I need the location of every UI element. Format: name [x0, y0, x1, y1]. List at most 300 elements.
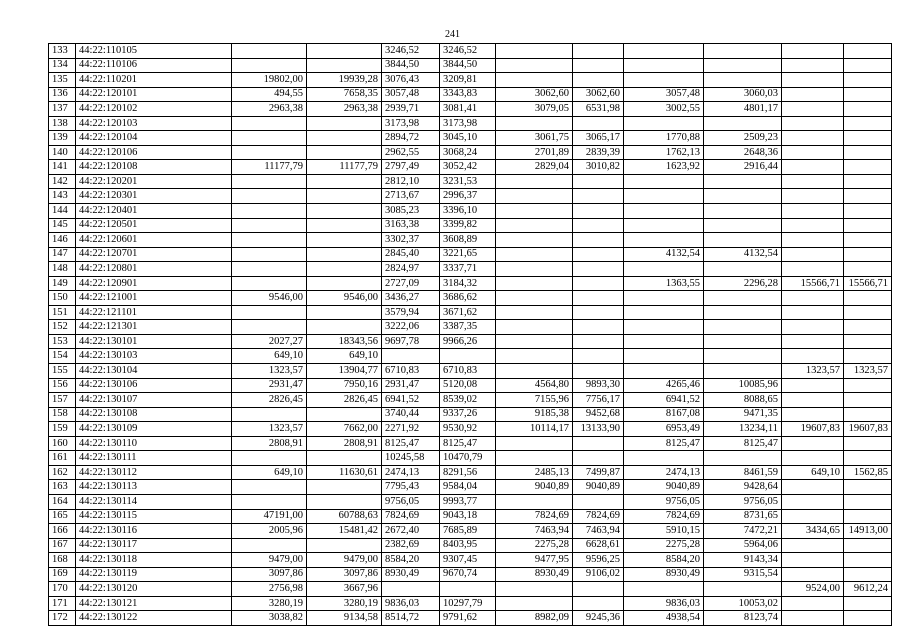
cadastral-number-cell: 44:22:120901 — [76, 276, 232, 291]
value-col-3-cell — [232, 116, 307, 131]
value-col-10-cell — [704, 320, 782, 335]
value-col-3-cell — [232, 538, 307, 553]
value-col-6-cell: 6710,83 — [440, 364, 496, 379]
cadastral-number-cell: 44:22:130118 — [76, 553, 232, 568]
value-col-3-cell: 19802,00 — [232, 73, 307, 88]
value-col-12-cell: 9612,24 — [844, 582, 892, 597]
value-col-3-cell — [232, 480, 307, 495]
value-col-4-cell — [307, 44, 382, 59]
row-number-cell: 161 — [49, 451, 76, 466]
table-row — [49, 116, 892, 131]
value-col-5-cell: 2271,92 — [382, 422, 440, 437]
row-number-cell: 167 — [49, 538, 76, 553]
table-row — [49, 334, 892, 349]
cadastral-number-cell: 44:22:120108 — [76, 160, 232, 175]
cadastral-number-cell: 44:22:120103 — [76, 116, 232, 131]
table-row — [49, 567, 892, 582]
value-col-10-cell — [704, 349, 782, 364]
value-col-7-cell — [496, 116, 573, 131]
value-col-6-cell: 3671,62 — [440, 305, 496, 320]
value-col-6-cell: 9043,18 — [440, 509, 496, 524]
value-col-12-cell — [844, 87, 892, 102]
row-number-cell: 149 — [49, 276, 76, 291]
value-col-10-cell — [704, 262, 782, 277]
row-number-cell: 140 — [49, 145, 76, 160]
value-col-4-cell — [307, 305, 382, 320]
value-col-7-cell: 9477,95 — [496, 553, 573, 568]
value-col-9-cell — [624, 582, 704, 597]
table-row — [49, 189, 892, 204]
value-col-9-cell — [624, 116, 704, 131]
value-col-11-cell: 1323,57 — [782, 364, 844, 379]
value-col-10-cell: 9471,35 — [704, 407, 782, 422]
value-col-11-cell: 649,10 — [782, 465, 844, 480]
value-col-5-cell: 3740,44 — [382, 407, 440, 422]
value-col-6-cell: 3081,41 — [440, 102, 496, 117]
value-col-3-cell — [232, 174, 307, 189]
value-col-3-cell — [232, 494, 307, 509]
value-col-4-cell: 7950,16 — [307, 378, 382, 393]
value-col-8-cell: 3010,82 — [573, 160, 624, 175]
value-col-10-cell: 2916,44 — [704, 160, 782, 175]
value-col-7-cell — [496, 73, 573, 88]
value-col-3-cell — [232, 247, 307, 262]
value-col-10-cell — [704, 291, 782, 306]
cadastral-number-cell: 44:22:130103 — [76, 349, 232, 364]
value-col-5-cell: 8125,47 — [382, 436, 440, 451]
value-col-9-cell: 7824,69 — [624, 509, 704, 524]
value-col-12-cell — [844, 334, 892, 349]
value-col-4-cell — [307, 276, 382, 291]
table-row — [49, 174, 892, 189]
value-col-4-cell — [307, 204, 382, 219]
value-col-8-cell: 9245,36 — [573, 611, 624, 626]
table-row — [49, 611, 892, 626]
value-col-11-cell — [782, 262, 844, 277]
value-col-11-cell — [782, 131, 844, 146]
value-col-3-cell — [232, 189, 307, 204]
value-col-10-cell: 8461,59 — [704, 465, 782, 480]
row-number-cell: 162 — [49, 465, 76, 480]
value-col-11-cell: 3434,65 — [782, 524, 844, 539]
value-col-10-cell — [704, 305, 782, 320]
value-col-4-cell: 18343,56 — [307, 334, 382, 349]
value-col-9-cell: 6953,49 — [624, 422, 704, 437]
value-col-4-cell: 9479,00 — [307, 553, 382, 568]
value-col-3-cell — [232, 204, 307, 219]
value-col-8-cell — [573, 218, 624, 233]
value-col-9-cell — [624, 204, 704, 219]
value-col-6-cell: 9337,26 — [440, 407, 496, 422]
value-col-9-cell: 1623,92 — [624, 160, 704, 175]
value-col-5-cell: 2797,49 — [382, 160, 440, 175]
cadastral-number-cell: 44:22:120501 — [76, 218, 232, 233]
value-col-10-cell: 5964,06 — [704, 538, 782, 553]
value-col-8-cell — [573, 451, 624, 466]
cadastral-number-cell: 44:22:130109 — [76, 422, 232, 437]
page-number: 241 — [445, 29, 460, 40]
value-col-4-cell — [307, 131, 382, 146]
value-col-8-cell — [573, 174, 624, 189]
value-col-5-cell: 7795,43 — [382, 480, 440, 495]
value-col-8-cell: 7824,69 — [573, 509, 624, 524]
cadastral-number-cell: 44:22:130110 — [76, 436, 232, 451]
value-col-5-cell: 2812,10 — [382, 174, 440, 189]
value-col-10-cell: 4132,54 — [704, 247, 782, 262]
value-col-7-cell: 9185,38 — [496, 407, 573, 422]
value-col-5-cell: 6941,52 — [382, 393, 440, 408]
value-col-3-cell — [232, 451, 307, 466]
value-col-8-cell: 7756,17 — [573, 393, 624, 408]
value-col-4-cell — [307, 174, 382, 189]
value-col-6-cell: 9670,74 — [440, 567, 496, 582]
value-col-3-cell: 2808,91 — [232, 436, 307, 451]
value-col-7-cell: 8982,09 — [496, 611, 573, 626]
cadastral-number-cell: 44:22:120104 — [76, 131, 232, 146]
value-col-11-cell: 15566,71 — [782, 276, 844, 291]
table-row — [49, 364, 892, 379]
value-col-3-cell — [232, 44, 307, 59]
value-col-10-cell: 8125,47 — [704, 436, 782, 451]
cadastral-number-cell: 44:22:130112 — [76, 465, 232, 480]
row-number-cell: 143 — [49, 189, 76, 204]
value-col-12-cell: 19607,83 — [844, 422, 892, 437]
value-col-7-cell: 4564,80 — [496, 378, 573, 393]
value-col-9-cell: 9836,03 — [624, 596, 704, 611]
value-col-11-cell — [782, 233, 844, 248]
value-col-12-cell — [844, 218, 892, 233]
value-col-6-cell: 10470,79 — [440, 451, 496, 466]
value-col-6-cell: 3231,53 — [440, 174, 496, 189]
value-col-4-cell: 9546,00 — [307, 291, 382, 306]
cadastral-number-cell: 44:22:120106 — [76, 145, 232, 160]
value-col-12-cell — [844, 393, 892, 408]
value-col-4-cell — [307, 407, 382, 422]
table-row — [49, 436, 892, 451]
table-row — [49, 131, 892, 146]
value-col-8-cell: 7499,87 — [573, 465, 624, 480]
table-row — [49, 480, 892, 495]
table-row — [49, 291, 892, 306]
value-col-10-cell: 13234,11 — [704, 422, 782, 437]
value-col-6-cell: 3068,24 — [440, 145, 496, 160]
value-col-3-cell: 2826,45 — [232, 393, 307, 408]
value-col-4-cell: 2808,91 — [307, 436, 382, 451]
value-col-7-cell — [496, 349, 573, 364]
cadastral-value-table — [48, 43, 892, 626]
value-col-12-cell — [844, 567, 892, 582]
value-col-12-cell — [844, 291, 892, 306]
cadastral-number-cell: 44:22:121001 — [76, 291, 232, 306]
cadastral-number-cell: 44:22:121101 — [76, 305, 232, 320]
value-col-11-cell — [782, 538, 844, 553]
value-col-11-cell — [782, 407, 844, 422]
value-col-3-cell — [232, 58, 307, 73]
value-col-4-cell — [307, 494, 382, 509]
value-col-5-cell: 2824,97 — [382, 262, 440, 277]
value-col-8-cell — [573, 58, 624, 73]
cadastral-number-cell: 44:22:120301 — [76, 189, 232, 204]
value-col-12-cell — [844, 596, 892, 611]
value-col-8-cell — [573, 247, 624, 262]
value-col-7-cell: 2275,28 — [496, 538, 573, 553]
value-col-4-cell: 2963,38 — [307, 102, 382, 117]
value-col-9-cell: 2474,13 — [624, 465, 704, 480]
value-col-12-cell — [844, 102, 892, 117]
value-col-12-cell — [844, 160, 892, 175]
table-row — [49, 262, 892, 277]
value-col-3-cell: 2005,96 — [232, 524, 307, 539]
row-number-cell: 145 — [49, 218, 76, 233]
value-col-7-cell: 9040,89 — [496, 480, 573, 495]
value-col-6-cell: 3686,62 — [440, 291, 496, 306]
value-col-11-cell — [782, 451, 844, 466]
value-col-9-cell — [624, 451, 704, 466]
value-col-3-cell: 494,55 — [232, 87, 307, 102]
value-col-10-cell: 3060,03 — [704, 87, 782, 102]
value-col-8-cell: 13133,90 — [573, 422, 624, 437]
value-col-4-cell — [307, 480, 382, 495]
value-col-11-cell — [782, 189, 844, 204]
value-col-3-cell — [232, 407, 307, 422]
value-col-8-cell — [573, 364, 624, 379]
value-col-12-cell — [844, 262, 892, 277]
value-col-11-cell — [782, 349, 844, 364]
table-row — [49, 509, 892, 524]
value-col-12-cell — [844, 451, 892, 466]
value-col-3-cell — [232, 218, 307, 233]
value-col-3-cell — [232, 131, 307, 146]
row-number-cell: 164 — [49, 494, 76, 509]
value-col-7-cell — [496, 247, 573, 262]
value-col-12-cell: 15566,71 — [844, 276, 892, 291]
value-col-7-cell: 2701,89 — [496, 145, 573, 160]
value-col-11-cell — [782, 320, 844, 335]
value-col-8-cell — [573, 305, 624, 320]
value-col-4-cell: 7662,00 — [307, 422, 382, 437]
value-col-5-cell: 7824,69 — [382, 509, 440, 524]
value-col-6-cell: 3221,65 — [440, 247, 496, 262]
value-col-4-cell: 60788,63 — [307, 509, 382, 524]
value-col-10-cell: 4801,17 — [704, 102, 782, 117]
value-col-10-cell — [704, 73, 782, 88]
value-col-6-cell: 9530,92 — [440, 422, 496, 437]
value-col-9-cell: 4132,54 — [624, 247, 704, 262]
value-col-3-cell — [232, 262, 307, 277]
value-col-7-cell: 2829,04 — [496, 160, 573, 175]
value-col-8-cell: 9452,68 — [573, 407, 624, 422]
value-col-8-cell — [573, 189, 624, 204]
value-col-3-cell: 649,10 — [232, 349, 307, 364]
value-col-6-cell: 8125,47 — [440, 436, 496, 451]
table-row — [49, 465, 892, 480]
table-row — [49, 305, 892, 320]
value-col-11-cell — [782, 218, 844, 233]
value-col-9-cell: 8125,47 — [624, 436, 704, 451]
value-col-9-cell — [624, 305, 704, 320]
cadastral-number-cell: 44:22:130104 — [76, 364, 232, 379]
value-col-10-cell — [704, 582, 782, 597]
value-col-5-cell: 8514,72 — [382, 611, 440, 626]
value-col-8-cell — [573, 291, 624, 306]
value-col-9-cell — [624, 189, 704, 204]
value-col-4-cell — [307, 538, 382, 553]
value-col-6-cell — [440, 582, 496, 597]
value-col-11-cell — [782, 247, 844, 262]
value-col-6-cell: 3052,42 — [440, 160, 496, 175]
value-col-5-cell: 2931,47 — [382, 378, 440, 393]
value-col-7-cell — [496, 291, 573, 306]
value-col-9-cell — [624, 233, 704, 248]
value-col-5-cell: 3076,43 — [382, 73, 440, 88]
value-col-5-cell: 3173,98 — [382, 116, 440, 131]
value-col-3-cell: 2027,27 — [232, 334, 307, 349]
value-col-10-cell — [704, 451, 782, 466]
row-number-cell: 172 — [49, 611, 76, 626]
value-col-10-cell — [704, 58, 782, 73]
value-col-10-cell: 8088,65 — [704, 393, 782, 408]
cadastral-number-cell: 44:22:130121 — [76, 596, 232, 611]
value-col-6-cell: 5120,08 — [440, 378, 496, 393]
value-col-12-cell — [844, 538, 892, 553]
value-col-6-cell: 3173,98 — [440, 116, 496, 131]
table-row — [49, 538, 892, 553]
value-col-8-cell — [573, 334, 624, 349]
row-number-cell: 137 — [49, 102, 76, 117]
value-col-12-cell — [844, 553, 892, 568]
value-col-4-cell: 3097,86 — [307, 567, 382, 582]
row-number-cell: 166 — [49, 524, 76, 539]
value-col-11-cell — [782, 73, 844, 88]
value-col-10-cell: 7472,21 — [704, 524, 782, 539]
value-col-8-cell: 9893,30 — [573, 378, 624, 393]
value-col-5-cell: 2845,40 — [382, 247, 440, 262]
value-col-5-cell: 2474,13 — [382, 465, 440, 480]
value-col-11-cell — [782, 174, 844, 189]
value-col-9-cell — [624, 174, 704, 189]
cadastral-number-cell: 44:22:130114 — [76, 494, 232, 509]
cadastral-number-cell: 44:22:120701 — [76, 247, 232, 262]
row-number-cell: 139 — [49, 131, 76, 146]
table-row — [49, 218, 892, 233]
value-col-11-cell — [782, 611, 844, 626]
value-col-6-cell: 3399,82 — [440, 218, 496, 233]
row-number-cell: 134 — [49, 58, 76, 73]
value-col-3-cell: 3097,86 — [232, 567, 307, 582]
value-col-11-cell — [782, 553, 844, 568]
table-row — [49, 102, 892, 117]
value-col-7-cell: 3062,60 — [496, 87, 573, 102]
row-number-cell: 152 — [49, 320, 76, 335]
row-number-cell: 158 — [49, 407, 76, 422]
table-row — [49, 582, 892, 597]
cadastral-number-cell: 44:22:110106 — [76, 58, 232, 73]
value-col-5-cell: 2962,55 — [382, 145, 440, 160]
row-number-cell: 151 — [49, 305, 76, 320]
value-col-12-cell — [844, 494, 892, 509]
value-col-9-cell: 8930,49 — [624, 567, 704, 582]
value-col-11-cell — [782, 305, 844, 320]
value-col-12-cell — [844, 233, 892, 248]
value-col-5-cell: 9697,78 — [382, 334, 440, 349]
value-col-3-cell — [232, 233, 307, 248]
table-row — [49, 73, 892, 88]
table-row — [49, 58, 892, 73]
value-col-10-cell — [704, 174, 782, 189]
value-col-7-cell — [496, 44, 573, 59]
value-col-10-cell: 10053,02 — [704, 596, 782, 611]
value-col-4-cell: 649,10 — [307, 349, 382, 364]
row-number-cell: 142 — [49, 174, 76, 189]
value-col-10-cell: 9315,54 — [704, 567, 782, 582]
value-col-5-cell: 9836,03 — [382, 596, 440, 611]
value-col-6-cell: 3844,50 — [440, 58, 496, 73]
value-col-11-cell: 19607,83 — [782, 422, 844, 437]
value-col-8-cell — [573, 73, 624, 88]
value-col-5-cell: 2672,40 — [382, 524, 440, 539]
table-row — [49, 247, 892, 262]
value-col-8-cell — [573, 436, 624, 451]
value-col-12-cell: 1323,57 — [844, 364, 892, 379]
value-col-9-cell: 3002,55 — [624, 102, 704, 117]
value-col-11-cell — [782, 378, 844, 393]
value-col-8-cell — [573, 44, 624, 59]
value-col-9-cell: 8584,20 — [624, 553, 704, 568]
value-col-4-cell: 9134,58 — [307, 611, 382, 626]
row-number-cell: 168 — [49, 553, 76, 568]
value-col-9-cell: 1762,13 — [624, 145, 704, 160]
table-row — [49, 233, 892, 248]
cadastral-number-cell: 44:22:120201 — [76, 174, 232, 189]
value-col-7-cell — [496, 218, 573, 233]
value-col-4-cell: 15481,42 — [307, 524, 382, 539]
value-col-11-cell — [782, 393, 844, 408]
value-col-8-cell — [573, 596, 624, 611]
cadastral-number-cell: 44:22:120102 — [76, 102, 232, 117]
table-row — [49, 160, 892, 175]
value-col-9-cell: 5910,15 — [624, 524, 704, 539]
value-col-11-cell — [782, 160, 844, 175]
value-col-8-cell — [573, 494, 624, 509]
value-col-6-cell: 8291,56 — [440, 465, 496, 480]
value-col-9-cell — [624, 291, 704, 306]
table-row — [49, 204, 892, 219]
value-col-12-cell — [844, 378, 892, 393]
value-col-10-cell: 9756,05 — [704, 494, 782, 509]
value-col-7-cell — [496, 204, 573, 219]
table-row — [49, 596, 892, 611]
row-number-cell: 157 — [49, 393, 76, 408]
table-row — [49, 422, 892, 437]
value-col-6-cell: 9966,26 — [440, 334, 496, 349]
value-col-4-cell: 13904,77 — [307, 364, 382, 379]
table-row — [49, 276, 892, 291]
value-col-9-cell — [624, 364, 704, 379]
value-col-10-cell — [704, 189, 782, 204]
value-col-5-cell: 3057,48 — [382, 87, 440, 102]
value-col-10-cell: 2648,36 — [704, 145, 782, 160]
value-col-9-cell — [624, 218, 704, 233]
value-col-4-cell — [307, 320, 382, 335]
value-col-12-cell — [844, 305, 892, 320]
value-col-8-cell — [573, 116, 624, 131]
value-col-9-cell: 1770,88 — [624, 131, 704, 146]
cadastral-number-cell: 44:22:110105 — [76, 44, 232, 59]
value-col-6-cell: 7685,89 — [440, 524, 496, 539]
value-col-6-cell: 3343,83 — [440, 87, 496, 102]
value-col-5-cell: 3085,23 — [382, 204, 440, 219]
value-col-12-cell — [844, 131, 892, 146]
